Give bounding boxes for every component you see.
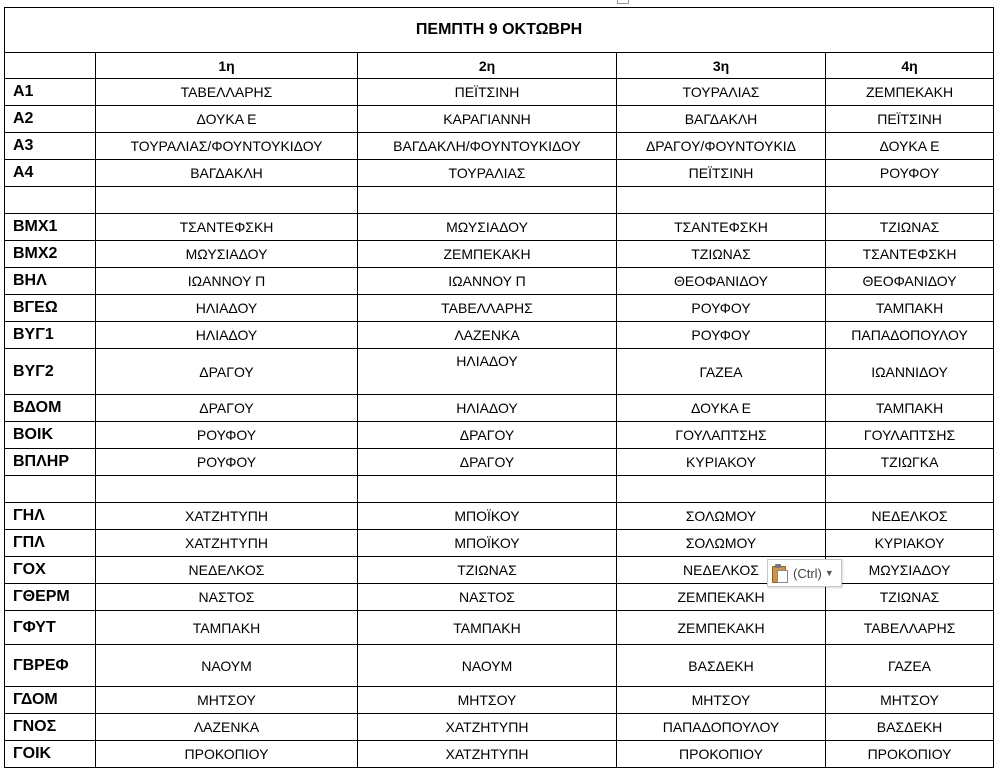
class-name-cell[interactable]: ΒΓΕΩ (5, 295, 96, 322)
teacher-cell-period-1[interactable]: ΤΑΒΕΛΛΑΡΗΣ (96, 79, 358, 106)
teacher-cell-period-4[interactable]: ΜΩΥΣΙΑΔΟΥ (826, 557, 994, 584)
teacher-cell-period-2[interactable]: ΝΑΣΤΟΣ (358, 584, 617, 611)
teacher-cell-period-3[interactable]: ΠΡΟΚΟΠΙΟΥ (617, 741, 826, 768)
teacher-cell-period-3[interactable]: ΚΥΡΙΑΚΟΥ (617, 449, 826, 476)
teacher-cell-period-2[interactable]: ΤΑΒΕΛΛΑΡΗΣ (358, 295, 617, 322)
table-row (5, 268, 994, 295)
teacher-cell-period-3[interactable]: ΔΟΥΚΑ Ε (617, 395, 826, 422)
teacher-cell-period-1[interactable]: ΙΩΑΝΝΟΥ Π (96, 268, 358, 295)
page-top-marker (617, 0, 629, 4)
teacher-cell-period-1[interactable]: ΧΑΤΖΗΤΥΠΗ (96, 530, 358, 557)
teacher-cell-period-2[interactable]: ΜΗΤΣΟΥ (358, 687, 617, 714)
teacher-cell-period-1[interactable]: ΝΑΣΤΟΣ (96, 584, 358, 611)
table-row (5, 133, 994, 160)
table-row (5, 214, 994, 241)
teacher-cell-period-2[interactable]: ΤΑΜΠΑΚΗ (358, 611, 617, 645)
teacher-cell-period-3[interactable]: ΖΕΜΠΕΚΑΚΗ (617, 584, 826, 611)
class-name-cell[interactable]: ΓΟΧ (5, 557, 96, 584)
teacher-cell-period-3[interactable]: ΤΟΥΡΑΛΙΑΣ (617, 79, 826, 106)
teacher-cell-period-2[interactable]: ΜΠΟΪΚΟΥ (358, 530, 617, 557)
teacher-cell-period-4[interactable]: ΤΖΙΩΓΚΑ (826, 449, 994, 476)
teacher-cell-period-2[interactable]: ΧΑΤΖΗΤΥΠΗ (358, 714, 617, 741)
schedule-table (4, 7, 994, 768)
teacher-cell-period-4[interactable]: ΜΗΤΣΟΥ (826, 687, 994, 714)
table-row (5, 79, 994, 106)
table-row (5, 241, 994, 268)
teacher-cell-period-1[interactable]: ΠΡΟΚΟΠΙΟΥ (96, 741, 358, 768)
empty-cell[interactable] (358, 187, 617, 214)
teacher-cell-period-4[interactable]: ΔΟΥΚΑ Ε (826, 133, 994, 160)
table-row (5, 557, 994, 584)
teacher-cell-period-4[interactable]: ΤΖΙΩΝΑΣ (826, 584, 994, 611)
teacher-cell-period-3[interactable]: ΣΟΛΩΜΟΥ (617, 530, 826, 557)
teacher-cell-period-1[interactable]: ΔΟΥΚΑ Ε (96, 106, 358, 133)
class-name-cell[interactable]: Α2 (5, 106, 96, 133)
clipboard-icon (772, 564, 788, 582)
teacher-cell-period-2[interactable]: ΖΕΜΠΕΚΑΚΗ (358, 241, 617, 268)
teacher-cell-period-1[interactable]: ΔΡΑΓΟΥ (96, 395, 358, 422)
class-name-cell[interactable]: ΒΥΓ1 (5, 322, 96, 349)
teacher-cell-period-1[interactable]: ΗΛΙΑΔΟΥ (96, 295, 358, 322)
teacher-cell-period-4[interactable]: ΠΑΠΑΔΟΠΟΥΛΟΥ (826, 322, 994, 349)
class-name-cell[interactable]: ΓΦΥΤ (5, 611, 96, 645)
teacher-cell-period-2[interactable]: ΙΩΑΝΝΟΥ Π (358, 268, 617, 295)
teacher-cell-period-3[interactable]: ΔΡΑΓΟΥ/ΦΟΥΝΤΟΥΚΙΔ (617, 133, 826, 160)
teacher-cell-period-1[interactable]: ΤΑΜΠΑΚΗ (96, 611, 358, 645)
teacher-cell-period-2[interactable]: ΝΑΟΥΜ (358, 645, 617, 687)
teacher-cell-period-3[interactable]: ΘΕΟΦΑΝΙΔΟΥ (617, 268, 826, 295)
class-name-cell[interactable]: ΒΥΓ2 (5, 349, 96, 395)
chevron-down-icon: ▼ (824, 568, 834, 578)
teacher-cell-period-3[interactable]: ΝΕΔΕΛΚΟΣ (617, 557, 826, 584)
table-row (5, 687, 994, 714)
empty-cell[interactable] (96, 187, 358, 214)
table-row (5, 741, 994, 768)
teacher-cell-period-4[interactable]: ΤΣΑΝΤΕΦΣΚΗ (826, 241, 994, 268)
teacher-cell-period-1[interactable]: ΗΛΙΑΔΟΥ (96, 322, 358, 349)
header-period-2[interactable]: 2η (358, 53, 617, 79)
empty-cell[interactable] (358, 476, 617, 503)
teacher-cell-period-2[interactable]: ΧΑΤΖΗΤΥΠΗ (358, 741, 617, 768)
teacher-cell-period-2[interactable]: ΤΟΥΡΑΛΙΑΣ (358, 160, 617, 187)
teacher-cell-period-1[interactable]: ΝΕΔΕΛΚΟΣ (96, 557, 358, 584)
class-name-cell[interactable]: ΒΗΛ (5, 268, 96, 295)
separator-row (5, 187, 994, 214)
empty-cell[interactable] (96, 476, 358, 503)
teacher-cell-period-4[interactable]: ΠΕΪΤΣΙΝΗ (826, 106, 994, 133)
table-row (5, 584, 994, 611)
class-name-cell[interactable]: Α4 (5, 160, 96, 187)
empty-cell[interactable] (826, 187, 994, 214)
table-row (5, 611, 994, 645)
teacher-cell-period-4[interactable]: ΤΖΙΩΝΑΣ (826, 214, 994, 241)
teacher-cell-period-1[interactable]: ΝΑΟΥΜ (96, 645, 358, 687)
table-row (5, 322, 994, 349)
teacher-cell-period-3[interactable]: ΓΟΥΛΑΠΤΣΗΣ (617, 422, 826, 449)
teacher-cell-period-2[interactable]: ΔΡΑΓΟΥ (358, 449, 617, 476)
teacher-cell-period-4[interactable]: ΤΑΜΠΑΚΗ (826, 295, 994, 322)
teacher-cell-period-4[interactable]: ΒΑΣΔΕΚΗ (826, 714, 994, 741)
table-row (5, 295, 994, 322)
class-name-cell[interactable]: ΒΜΧ2 (5, 241, 96, 268)
teacher-cell-period-3[interactable]: ΡΟΥΦΟΥ (617, 322, 826, 349)
teacher-cell-period-2[interactable]: ΒΑΓΔΑΚΛΗ/ΦΟΥΝΤΟΥΚΙΔΟΥ (358, 133, 617, 160)
header-class-cell[interactable] (5, 53, 96, 79)
table-row (5, 349, 994, 395)
teacher-cell-period-2[interactable]: ΛΑΖΕΝΚΑ (358, 322, 617, 349)
header-period-3[interactable]: 3η (617, 53, 826, 79)
header-period-4[interactable]: 4η (826, 53, 994, 79)
empty-cell[interactable] (5, 187, 96, 214)
teacher-cell-period-1[interactable]: ΔΡΑΓΟΥ (96, 349, 358, 395)
empty-cell[interactable] (617, 476, 826, 503)
teacher-cell-period-4[interactable]: ΝΕΔΕΛΚΟΣ (826, 503, 994, 530)
teacher-cell-period-2[interactable]: ΗΛΙΑΔΟΥ (358, 395, 617, 422)
header-period-1[interactable]: 1η (96, 53, 358, 79)
teacher-cell-period-4[interactable]: ΠΡΟΚΟΠΙΟΥ (826, 741, 994, 768)
table-row (5, 645, 994, 687)
empty-cell[interactable] (5, 476, 96, 503)
teacher-cell-period-3[interactable]: ΡΟΥΦΟΥ (617, 295, 826, 322)
teacher-cell-period-2[interactable]: ΚΑΡΑΓΙΑΝΝΗ (358, 106, 617, 133)
teacher-cell-period-4[interactable]: ΓΑΖΕΑ (826, 645, 994, 687)
teacher-cell-period-4[interactable]: ΤΑΜΠΑΚΗ (826, 395, 994, 422)
teacher-cell-period-1[interactable]: ΧΑΤΖΗΤΥΠΗ (96, 503, 358, 530)
class-name-cell[interactable]: ΓΔΟΜ (5, 687, 96, 714)
header-row (5, 53, 994, 79)
class-name-cell[interactable]: ΓΒΡΕΦ (5, 645, 96, 687)
teacher-cell-period-3[interactable]: ΓΑΖΕΑ (617, 349, 826, 395)
class-name-cell[interactable]: ΓΝΟΣ (5, 714, 96, 741)
class-name-cell[interactable]: ΓΗΛ (5, 503, 96, 530)
class-name-cell[interactable]: ΒΜΧ1 (5, 214, 96, 241)
table-row (5, 422, 994, 449)
teacher-cell-period-4[interactable]: ΖΕΜΠΕΚΑΚΗ (826, 79, 994, 106)
class-name-cell[interactable]: ΒΔΟΜ (5, 395, 96, 422)
table-row (5, 395, 994, 422)
teacher-cell-period-3[interactable]: ΒΑΓΔΑΚΛΗ (617, 106, 826, 133)
teacher-cell-period-1[interactable]: ΜΗΤΣΟΥ (96, 687, 358, 714)
teacher-cell-period-1[interactable]: ΒΑΓΔΑΚΛΗ (96, 160, 358, 187)
paste-options-button[interactable] (767, 559, 842, 587)
teacher-cell-period-3[interactable]: ΠΑΠΑΔΟΠΟΥΛΟΥ (617, 714, 826, 741)
teacher-cell-period-3[interactable]: ΒΑΣΔΕΚΗ (617, 645, 826, 687)
teacher-cell-period-2[interactable]: ΠΕΪΤΣΙΝΗ (358, 79, 617, 106)
empty-cell[interactable] (617, 187, 826, 214)
table-row (5, 106, 994, 133)
table-row (5, 449, 994, 476)
empty-cell[interactable] (826, 476, 994, 503)
teacher-cell-period-2[interactable]: ΤΖΙΩΝΑΣ (358, 557, 617, 584)
teacher-cell-period-4[interactable]: ΘΕΟΦΑΝΙΔΟΥ (826, 268, 994, 295)
teacher-cell-period-1[interactable]: ΤΟΥΡΑΛΙΑΣ/ΦΟΥΝΤΟΥΚΙΔΟΥ (96, 133, 358, 160)
class-name-cell[interactable]: ΓΘΕΡΜ (5, 584, 96, 611)
teacher-cell-period-2[interactable]: ΜΩΥΣΙΑΔΟΥ (358, 214, 617, 241)
teacher-cell-period-3[interactable]: ΤΖΙΩΝΑΣ (617, 241, 826, 268)
table-row (5, 160, 994, 187)
teacher-cell-period-4[interactable]: ΚΥΡΙΑΚΟΥ (826, 530, 994, 557)
teacher-cell-period-1[interactable]: ΛΑΖΕΝΚΑ (96, 714, 358, 741)
title-row (5, 8, 994, 53)
class-name-cell[interactable]: ΒΠΛΗΡ (5, 449, 96, 476)
teacher-cell-period-2[interactable]: ΔΡΑΓΟΥ (358, 422, 617, 449)
table-row (5, 503, 994, 530)
table-row (5, 530, 994, 557)
teacher-cell-period-2[interactable]: ΜΠΟΪΚΟΥ (358, 503, 617, 530)
class-name-cell[interactable]: ΒΟΙΚ (5, 422, 96, 449)
separator-row (5, 476, 994, 503)
teacher-cell-period-1[interactable]: ΡΟΥΦΟΥ (96, 449, 358, 476)
teacher-cell-period-4[interactable]: ΓΟΥΛΑΠΤΣΗΣ (826, 422, 994, 449)
class-name-cell[interactable]: ΓΠΛ (5, 530, 96, 557)
table-row (5, 714, 994, 741)
teacher-cell-period-3[interactable]: ΠΕΪΤΣΙΝΗ (617, 160, 826, 187)
teacher-cell-period-3[interactable]: ΖΕΜΠΕΚΑΚΗ (617, 611, 826, 645)
teacher-cell-period-3[interactable]: ΤΣΑΝΤΕΦΣΚΗ (617, 214, 826, 241)
class-name-cell[interactable]: Α3 (5, 133, 96, 160)
teacher-cell-period-1[interactable]: ΤΣΑΝΤΕΦΣΚΗ (96, 214, 358, 241)
table-title[interactable]: ΠΕΜΠΤΗ 9 ΟΚΤΩΒΡΗ (5, 8, 994, 53)
paste-options-label: (Ctrl) (793, 565, 822, 581)
teacher-cell-period-1[interactable]: ΜΩΥΣΙΑΔΟΥ (96, 241, 358, 268)
teacher-cell-period-4[interactable]: ΙΩΑΝΝΙΔΟΥ (826, 349, 994, 395)
teacher-cell-period-4[interactable]: ΤΑΒΕΛΛΑΡΗΣ (826, 611, 994, 645)
teacher-cell-period-2[interactable]: ΗΛΙΑΔΟΥ (358, 349, 617, 395)
teacher-cell-period-1[interactable]: ΡΟΥΦΟΥ (96, 422, 358, 449)
teacher-cell-period-3[interactable]: ΣΟΛΩΜΟΥ (617, 503, 826, 530)
teacher-cell-period-3[interactable]: ΜΗΤΣΟΥ (617, 687, 826, 714)
class-name-cell[interactable]: ΓΟΙΚ (5, 741, 96, 768)
teacher-cell-period-4[interactable]: ΡΟΥΦΟΥ (826, 160, 994, 187)
class-name-cell[interactable]: Α1 (5, 79, 96, 106)
